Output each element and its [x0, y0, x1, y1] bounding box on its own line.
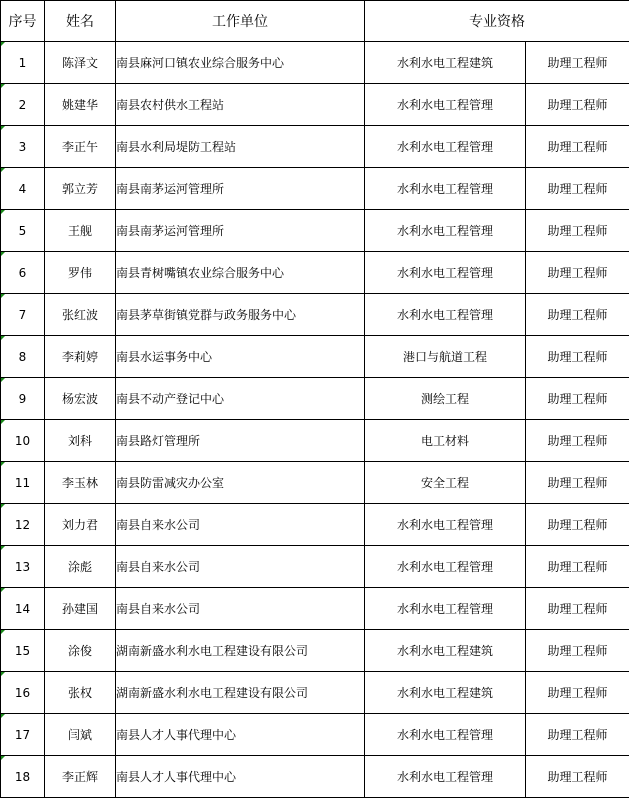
row-index-cell: 10	[1, 420, 45, 462]
row-index-cell: 11	[1, 462, 45, 504]
row-index-cell: 8	[1, 336, 45, 378]
row-major-cell: 水利水电工程管理	[365, 756, 526, 798]
row-index-cell: 7	[1, 294, 45, 336]
row-major-cell: 水利水电工程管理	[365, 168, 526, 210]
header-qualification: 专业资格	[365, 1, 629, 42]
table-header-row	[1, 1, 629, 42]
header-index: 序号	[1, 1, 45, 42]
row-major-cell: 水利水电工程管理	[365, 126, 526, 168]
row-title-cell: 助理工程师	[526, 672, 629, 714]
row-unit-cell: 南县自来水公司	[116, 504, 365, 546]
row-name-cell: 张权	[45, 672, 116, 714]
table-row	[1, 462, 629, 504]
row-major-cell: 港口与航道工程	[365, 336, 526, 378]
row-major-cell: 水利水电工程管理	[365, 252, 526, 294]
row-name-cell: 杨宏波	[45, 378, 116, 420]
row-unit-cell: 南县麻河口镇农业综合服务中心	[116, 42, 365, 84]
row-name-cell: 姚建华	[45, 84, 116, 126]
row-title-cell: 助理工程师	[526, 252, 629, 294]
row-index-cell: 3	[1, 126, 45, 168]
table-row	[1, 42, 629, 84]
row-major-cell: 水利水电工程管理	[365, 714, 526, 756]
row-name-cell: 李玉林	[45, 462, 116, 504]
row-major-cell: 水利水电工程建筑	[365, 630, 526, 672]
row-index-cell: 2	[1, 84, 45, 126]
row-name-cell: 李正辉	[45, 756, 116, 798]
row-index-cell: 16	[1, 672, 45, 714]
table-row	[1, 294, 629, 336]
row-title-cell: 助理工程师	[526, 294, 629, 336]
row-title-cell: 助理工程师	[526, 588, 629, 630]
row-major-cell: 水利水电工程管理	[365, 546, 526, 588]
row-major-cell: 水利水电工程建筑	[365, 42, 526, 84]
row-title-cell: 助理工程师	[526, 504, 629, 546]
table-row	[1, 546, 629, 588]
row-name-cell: 孙建国	[45, 588, 116, 630]
table-row	[1, 672, 629, 714]
table-row	[1, 168, 629, 210]
row-title-cell: 助理工程师	[526, 630, 629, 672]
row-major-cell: 水利水电工程管理	[365, 84, 526, 126]
row-unit-cell: 南县防雷减灾办公室	[116, 462, 365, 504]
row-index-cell: 13	[1, 546, 45, 588]
header-name: 姓名	[45, 1, 116, 42]
row-title-cell: 助理工程师	[526, 546, 629, 588]
table-row	[1, 252, 629, 294]
row-unit-cell: 湖南新盛水利水电工程建设有限公司	[116, 672, 365, 714]
table-row	[1, 630, 629, 672]
row-major-cell: 水利水电工程管理	[365, 504, 526, 546]
row-unit-cell: 南县人才人事代理中心	[116, 756, 365, 798]
row-unit-cell: 南县水利局堤防工程站	[116, 126, 365, 168]
row-unit-cell: 南县青树嘴镇农业综合服务中心	[116, 252, 365, 294]
row-name-cell: 涂俊	[45, 630, 116, 672]
row-name-cell: 王舰	[45, 210, 116, 252]
row-title-cell: 助理工程师	[526, 462, 629, 504]
row-title-cell: 助理工程师	[526, 378, 629, 420]
row-major-cell: 测绘工程	[365, 378, 526, 420]
row-major-cell: 水利水电工程管理	[365, 294, 526, 336]
row-index-cell: 15	[1, 630, 45, 672]
table-row	[1, 588, 629, 630]
row-name-cell: 闫斌	[45, 714, 116, 756]
row-name-cell: 李莉婷	[45, 336, 116, 378]
header-unit: 工作单位	[116, 1, 365, 42]
row-unit-cell: 南县南茅运河管理所	[116, 168, 365, 210]
table-row	[1, 336, 629, 378]
row-index-cell: 12	[1, 504, 45, 546]
row-major-cell: 水利水电工程管理	[365, 588, 526, 630]
row-index-cell: 14	[1, 588, 45, 630]
row-major-cell: 电工材料	[365, 420, 526, 462]
table-row	[1, 126, 629, 168]
row-title-cell: 助理工程师	[526, 84, 629, 126]
row-index-cell: 5	[1, 210, 45, 252]
row-title-cell: 助理工程师	[526, 714, 629, 756]
table-row	[1, 84, 629, 126]
row-unit-cell: 南县水运事务中心	[116, 336, 365, 378]
table-row	[1, 714, 629, 756]
row-index-cell: 1	[1, 42, 45, 84]
row-index-cell: 17	[1, 714, 45, 756]
row-title-cell: 助理工程师	[526, 126, 629, 168]
row-name-cell: 张红波	[45, 294, 116, 336]
row-unit-cell: 南县自来水公司	[116, 588, 365, 630]
table-row	[1, 420, 629, 462]
row-major-cell: 水利水电工程管理	[365, 210, 526, 252]
row-unit-cell: 南县人才人事代理中心	[116, 714, 365, 756]
row-name-cell: 罗伟	[45, 252, 116, 294]
row-major-cell: 水利水电工程建筑	[365, 672, 526, 714]
row-index-cell: 6	[1, 252, 45, 294]
row-name-cell: 刘力君	[45, 504, 116, 546]
row-name-cell: 李正午	[45, 126, 116, 168]
row-name-cell: 陈泽文	[45, 42, 116, 84]
row-index-cell: 9	[1, 378, 45, 420]
row-title-cell: 助理工程师	[526, 420, 629, 462]
row-unit-cell: 南县南茅运河管理所	[116, 210, 365, 252]
row-unit-cell: 南县农村供水工程站	[116, 84, 365, 126]
row-title-cell: 助理工程师	[526, 336, 629, 378]
row-title-cell: 助理工程师	[526, 210, 629, 252]
table-row	[1, 378, 629, 420]
row-major-cell: 安全工程	[365, 462, 526, 504]
row-title-cell: 助理工程师	[526, 168, 629, 210]
row-index-cell: 4	[1, 168, 45, 210]
row-unit-cell: 南县自来水公司	[116, 546, 365, 588]
row-name-cell: 刘科	[45, 420, 116, 462]
row-index-cell: 18	[1, 756, 45, 798]
row-unit-cell: 南县茅草街镇党群与政务服务中心	[116, 294, 365, 336]
row-title-cell: 助理工程师	[526, 42, 629, 84]
table-row	[1, 504, 629, 546]
table-body	[1, 42, 629, 798]
row-name-cell: 郭立芳	[45, 168, 116, 210]
table-row	[1, 756, 629, 798]
row-name-cell: 涂彪	[45, 546, 116, 588]
row-unit-cell: 湖南新盛水利水电工程建设有限公司	[116, 630, 365, 672]
table-row	[1, 210, 629, 252]
row-unit-cell: 南县不动产登记中心	[116, 378, 365, 420]
row-title-cell: 助理工程师	[526, 756, 629, 798]
row-unit-cell: 南县路灯管理所	[116, 420, 365, 462]
